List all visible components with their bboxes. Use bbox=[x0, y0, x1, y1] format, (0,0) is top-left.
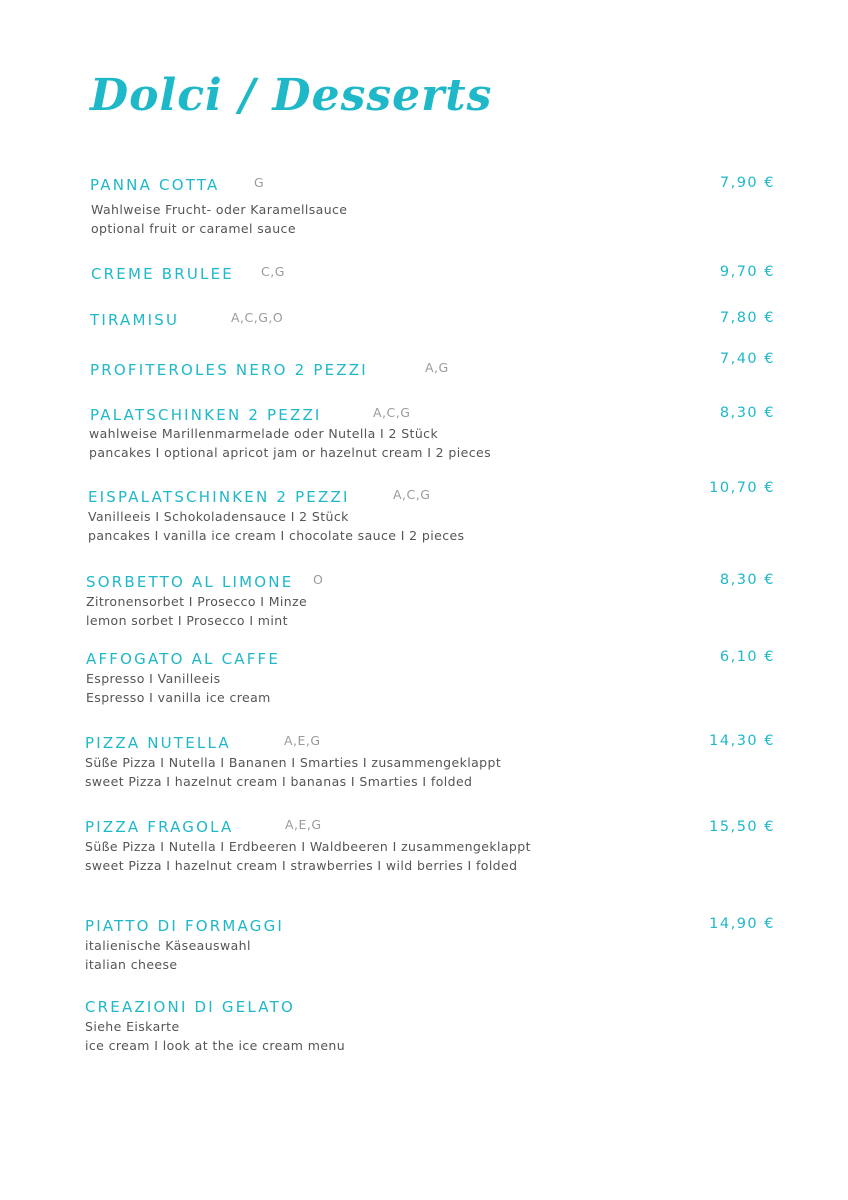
item-description-de: Süße Pizza I Nutella I Erdbeeren I Waldbeeren I zusammengeklappt bbox=[85, 839, 531, 854]
item-allergens: A,C,G bbox=[393, 487, 431, 502]
item-allergens: A,C,G bbox=[373, 405, 411, 420]
item-price: 14,90 € bbox=[709, 916, 775, 932]
item-description-de: Wahlweise Frucht- oder Karamellsauce bbox=[91, 202, 348, 217]
item-description-en: sweet Pizza I hazelnut cream I bananas I Smarties I folded bbox=[85, 774, 473, 789]
item-name: PALATSCHINKEN 2 PEZZI bbox=[90, 406, 322, 424]
item-description-de: Espresso I Vanilleeis bbox=[86, 671, 221, 686]
item-allergens: A,G bbox=[425, 360, 449, 375]
item-price: 8,30 € bbox=[719, 405, 775, 421]
item-allergens: A,E,G bbox=[284, 733, 321, 748]
item-allergens: G bbox=[254, 175, 265, 190]
page-title: Dolci / Desserts bbox=[90, 70, 493, 121]
item-description-en: ice cream I look at the ice cream menu bbox=[85, 1038, 346, 1053]
item-price: 7,40 € bbox=[719, 351, 775, 367]
item-description-en: Espresso I vanilla ice cream bbox=[86, 690, 271, 705]
item-description-en: pancakes I vanilla ice cream I chocolate sauce I 2 pieces bbox=[88, 528, 465, 543]
item-name: CREME BRULEE bbox=[91, 265, 234, 283]
item-description-de: wahlweise Marillenmarmelade oder Nutella I 2 Stück bbox=[89, 426, 439, 441]
item-description-de: italienische Käseauswahl bbox=[85, 938, 251, 953]
item-description-en: italian cheese bbox=[85, 957, 178, 972]
item-allergens: O bbox=[313, 572, 324, 587]
item-description-en: sweet Pizza I hazelnut cream I strawberries I wild berries I folded bbox=[85, 858, 518, 873]
item-name: SORBETTO AL LIMONE bbox=[86, 573, 294, 591]
item-price: 14,30 € bbox=[709, 733, 775, 749]
item-name: PIATTO DI FORMAGGI bbox=[85, 917, 285, 935]
item-name: PIZZA NUTELLA bbox=[85, 734, 231, 752]
item-price: 7,80 € bbox=[719, 310, 775, 326]
item-price: 10,70 € bbox=[709, 480, 775, 496]
item-description-en: optional fruit or caramel sauce bbox=[91, 221, 296, 236]
item-price: 9,70 € bbox=[719, 264, 775, 280]
item-price: 7,90 € bbox=[719, 175, 775, 191]
item-description-de: Vanilleeis I Schokoladensauce I 2 Stück bbox=[88, 509, 349, 524]
item-price: 15,50 € bbox=[709, 819, 775, 835]
item-description-en: lemon sorbet I Prosecco I mint bbox=[86, 613, 288, 628]
item-name: CREAZIONI DI GELATO bbox=[85, 998, 295, 1016]
item-allergens: C,G bbox=[261, 264, 285, 279]
item-name: PROFITEROLES NERO 2 PEZZI bbox=[90, 361, 368, 379]
item-price: 8,30 € bbox=[719, 572, 775, 588]
item-price: 6,10 € bbox=[719, 649, 775, 665]
item-name: AFFOGATO AL CAFFE bbox=[86, 650, 281, 668]
item-name: PANNA COTTA bbox=[90, 176, 220, 194]
item-description-de: Zitronensorbet I Prosecco I Minze bbox=[86, 594, 308, 609]
item-name: EISPALATSCHINKEN 2 PEZZI bbox=[88, 488, 350, 506]
item-allergens: A,C,G,O bbox=[231, 310, 284, 325]
item-description-de: Süße Pizza I Nutella I Bananen I Smarties I zusammengeklappt bbox=[85, 755, 502, 770]
item-name: TIRAMISU bbox=[90, 311, 180, 329]
item-description-en: pancakes I optional apricot jam or hazelnut cream I 2 pieces bbox=[89, 445, 491, 460]
item-allergens: A,E,G bbox=[285, 817, 322, 832]
item-description-de: Siehe Eiskarte bbox=[85, 1019, 180, 1034]
item-name: PIZZA FRAGOLA bbox=[85, 818, 234, 836]
